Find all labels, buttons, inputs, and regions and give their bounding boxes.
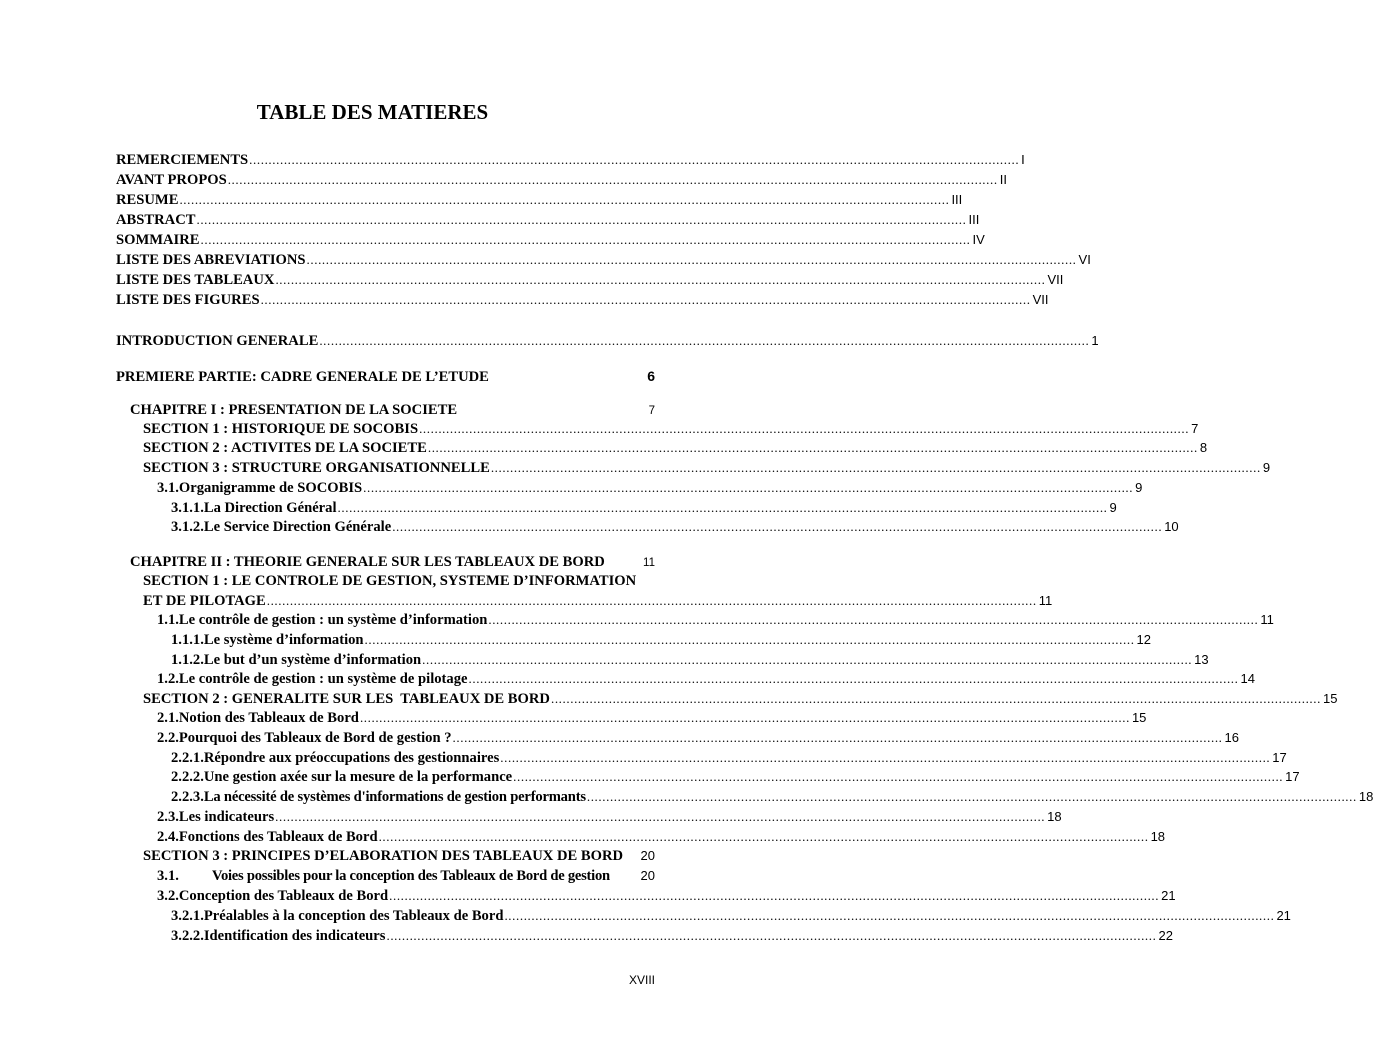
- toc-entry-label: Une gestion axée sur la mesure de la performance: [203, 769, 513, 785]
- toc-entry-subsection[interactable]: [157, 866, 655, 886]
- toc-entry-section[interactable]: [143, 571, 655, 591]
- toc-entry-subsection[interactable]: [157, 478, 1143, 498]
- dot-leader: ........................................................................................................................................................................................................: [337, 500, 1108, 515]
- toc-entry-label: PREMIERE PARTIE: CADRE GENERALE DE L’ETUDE: [116, 369, 489, 385]
- toc-entry-page: 9: [1135, 480, 1143, 495]
- toc-entry-label: ABSTRACT: [116, 212, 196, 228]
- toc-entry-number: 2.2.1.: [171, 750, 204, 766]
- toc-entry-page: 17: [1285, 769, 1300, 784]
- toc-entry-label: SECTION 3 : STRUCTURE ORGANISATIONNELLE: [143, 460, 490, 476]
- toc-entry-number: 3.2.2.: [171, 928, 204, 944]
- toc-entry-page: 8: [1199, 440, 1208, 455]
- toc-entry-number: 3.2.1.: [171, 908, 204, 924]
- toc-entry-label: Organigramme de SOCOBIS: [178, 480, 363, 496]
- toc-entry-number: 1.1.1.: [171, 632, 204, 648]
- toc-entry-page: 22: [1158, 928, 1173, 943]
- toc-entry-label: SECTION 1 : HISTORIQUE DE SOCOBIS: [143, 421, 419, 437]
- toc-entry-label: AVANT PROPOS: [116, 172, 227, 188]
- dot-leader: ........................................................................................................................................................................................................: [200, 232, 971, 247]
- toc-entry-label: SOMMAIRE: [116, 232, 200, 248]
- toc-entry-number: 1.1.2.: [171, 652, 204, 668]
- toc-entry-page: 20: [640, 868, 655, 883]
- toc-entry-chapitre-2[interactable]: [130, 552, 655, 572]
- toc-entry-section-continued[interactable]: [143, 591, 1053, 611]
- dot-leader: ........................................................................................................................................................................................................: [392, 519, 1163, 534]
- dot-leader: ........................................................................................................................................................................................................: [275, 809, 1046, 824]
- toc-entry-section[interactable]: [143, 438, 1208, 458]
- dot-leader: ........................................................................................................................................................................................................: [260, 292, 1031, 307]
- dot-leader: ........................................................................................................................................................................................................: [266, 593, 1037, 608]
- dot-leader: ........................................................................................................................................................................................................: [196, 212, 967, 227]
- toc-entry-label: Préalables à la conception des Tableaux de Bord: [203, 908, 504, 924]
- dot-leader: ........................................................................................................................................................................................................: [179, 192, 950, 207]
- dot-leader: ........................................................................................................................................................................................................: [378, 829, 1149, 844]
- toc-entry-subsubsection[interactable]: [171, 748, 1287, 768]
- toc-entry-subsubsection[interactable]: [171, 767, 1300, 787]
- toc-entry-premiere-partie[interactable]: [116, 366, 655, 386]
- toc-entry-page: 9: [1109, 500, 1117, 515]
- toc-entry-label: INTRODUCTION GENERALE: [116, 333, 319, 349]
- toc-entry-label: Répondre aux préoccupations des gestionnaires: [203, 750, 500, 766]
- toc-entry-page: 13: [1194, 652, 1209, 667]
- toc-entry-label: CHAPITRE II : THEORIE GENERALE SUR LES TABLEAUX DE BORD: [130, 554, 605, 570]
- toc-entry-subsection[interactable]: [157, 807, 1062, 827]
- toc-entry-label: Le contrôle de gestion : un système de pilotage: [178, 671, 468, 687]
- toc-entry-page: II: [999, 172, 1007, 187]
- toc-entry-page: 15: [1131, 710, 1147, 725]
- toc-entry-label: LISTE DES TABLEAUX: [116, 272, 275, 288]
- toc-entry-page: 11: [1038, 593, 1053, 608]
- toc-entry-subsection[interactable]: [157, 886, 1176, 906]
- toc-entry-label: SECTION 3 : PRINCIPES D’ELABORATION DES TABLEAUX DE BORD: [143, 848, 624, 864]
- toc-entry-page: 12: [1136, 632, 1152, 647]
- toc-entry-subsubsection[interactable]: [171, 498, 1117, 518]
- dot-leader: ........................................................................................................................................................................................................: [319, 333, 1090, 348]
- toc-entry-label: Le contrôle de gestion : un système d’information: [178, 612, 488, 628]
- toc-entry-label: Voies possibles pour la conception des Tableaux de Bord de gestion: [212, 868, 610, 884]
- toc-entry-label: LISTE DES ABREVIATIONS: [116, 252, 306, 268]
- toc-entry-section[interactable]: [143, 458, 1271, 478]
- page-number: XVIII: [628, 973, 655, 987]
- dot-leader: ........................................................................................................................................................................................................: [419, 421, 1190, 436]
- toc-entry-section[interactable]: [143, 689, 1338, 709]
- toc-entry-label: REMERCIEMENTS: [116, 152, 249, 168]
- toc-entry-page: VII: [1047, 272, 1064, 287]
- toc-entry-page: 7: [1191, 421, 1199, 436]
- toc-entry-page: 7: [648, 405, 655, 417]
- toc-entry-number: 2.3.: [157, 809, 179, 825]
- toc-entry-subsubsection[interactable]: [171, 630, 1152, 650]
- toc-entry-subsection[interactable]: [157, 708, 1147, 728]
- page-title: TABLE DES MATIERES: [256, 100, 489, 124]
- toc-entry-page: 21: [1276, 908, 1291, 923]
- toc-entry-sommaire[interactable]: [116, 230, 985, 250]
- toc-entry-avant-propos[interactable]: [116, 170, 1007, 190]
- toc-entry-label: Notion des Tableaux de Bord: [178, 710, 359, 726]
- toc-entry-page: VI: [1078, 252, 1091, 267]
- toc-entry-subsection[interactable]: [157, 610, 1274, 630]
- toc-entry-subsection[interactable]: [157, 669, 1255, 689]
- toc-entry-page: 11: [643, 557, 655, 569]
- dot-leader: ........................................................................................................................................................................................................: [422, 652, 1193, 667]
- dot-leader: ........................................................................................................................................................................................................: [363, 480, 1134, 495]
- toc-entry-number: 3.1.1.: [171, 500, 204, 516]
- toc-entry-label: Pourquoi des Tableaux de Bord de gestion ?: [178, 730, 452, 746]
- toc-entry-tableaux[interactable]: [116, 270, 1064, 290]
- toc-entry-number: 2.1.: [157, 710, 179, 726]
- toc-entry-section[interactable]: [143, 419, 1199, 439]
- dot-leader: ........................................................................................................................................................................................................: [490, 460, 1261, 475]
- toc-entry-page: 16: [1224, 730, 1239, 745]
- toc-entry-page: 18: [1150, 829, 1166, 844]
- toc-entry-section[interactable]: [143, 846, 655, 866]
- toc-entry-number: 3.1.: [157, 868, 179, 884]
- toc-entry-subsection[interactable]: [157, 728, 1239, 748]
- toc-entry-label: ET DE PILOTAGE: [143, 593, 266, 609]
- toc-entry-page: 15: [1322, 691, 1338, 706]
- toc-entry-page: 1: [1091, 333, 1099, 348]
- toc-entry-page: III: [968, 212, 980, 227]
- dot-leader: ........................................................................................................................................................................................................: [488, 612, 1259, 627]
- dot-leader: ........................................................................................................................................................................................................: [364, 632, 1135, 647]
- toc-entry-label: SECTION 1 : LE CONTROLE DE GESTION, SYSTEME D’INFORMATION: [143, 573, 637, 589]
- toc-entry-number: 3.2.: [157, 888, 179, 904]
- toc-entry-subsubsection[interactable]: [171, 650, 1209, 670]
- toc-entry-page: 17: [1272, 750, 1287, 765]
- toc-entry-page: 10: [1164, 519, 1179, 534]
- toc-entry-figures[interactable]: [116, 290, 1049, 310]
- toc-entry-page: I: [1021, 152, 1025, 167]
- dot-leader: ........................................................................................................................................................................................................: [389, 888, 1160, 903]
- dot-leader: ........................................................................................................................................................................................................: [249, 152, 1020, 167]
- toc-entry-abreviations[interactable]: [116, 250, 1091, 270]
- toc-entry-page: 14: [1240, 671, 1255, 686]
- toc-entry-number: 3.1.2.: [171, 519, 204, 535]
- toc-entry-number: 2.4.: [157, 829, 179, 845]
- toc-entry-label: Conception des Tableaux de Bord: [178, 888, 389, 904]
- dot-leader: ........................................................................................................................................................................................................: [306, 252, 1077, 267]
- dot-leader: ........................................................................................................................................................................................................: [452, 730, 1223, 745]
- dot-leader: ........................................................................................................................................................................................................: [359, 710, 1130, 725]
- toc-entry-page: 20: [640, 848, 655, 863]
- toc-entry-subsubsection[interactable]: [171, 787, 1373, 807]
- toc-entry-page: IV: [972, 232, 985, 247]
- toc-entry-label: Identification des indicateurs: [203, 928, 386, 944]
- toc-entry-introduction[interactable]: [116, 331, 1099, 351]
- toc-entry-number: 1.1.: [157, 612, 179, 628]
- toc-entry-chapitre-1[interactable]: [130, 400, 655, 420]
- toc-entry-page: 9: [1262, 460, 1271, 475]
- toc-entry-resume[interactable]: [116, 190, 963, 210]
- dot-leader: ........................................................................................................................................................................................................: [550, 691, 1321, 706]
- dot-leader: ........................................................................................................................................................................................................: [427, 440, 1198, 455]
- toc-entry-remerciements[interactable]: [116, 150, 1025, 170]
- toc-entry-label: Le système d’information: [203, 632, 364, 648]
- dot-leader: ........................................................................................................................................................................................................: [227, 172, 998, 187]
- dot-leader: ........................................................................................................................................................................................................: [468, 671, 1239, 686]
- dot-leader: ........................................................................................................................................................................................................: [504, 908, 1275, 923]
- toc-entry-number: 2.2.: [157, 730, 179, 746]
- toc-entry-page: 21: [1161, 888, 1176, 903]
- toc-entry-page: VII: [1032, 292, 1049, 307]
- toc-entry-label: La Direction Général: [203, 500, 337, 516]
- dot-leader: ........................................................................................................................................................................................................: [586, 789, 1357, 804]
- dot-leader: ........................................................................................................................................................................................................: [275, 272, 1046, 287]
- toc-entry-page: 6: [647, 368, 655, 384]
- toc-entry-page: 18: [1358, 789, 1373, 804]
- toc-entry-subsubsection[interactable]: [171, 926, 1173, 946]
- toc-entry-page: III: [951, 192, 963, 207]
- dot-leader: ........................................................................................................................................................................................................: [500, 750, 1271, 765]
- toc-entry-page: 11: [1260, 612, 1274, 627]
- toc-entry-subsubsection[interactable]: [171, 906, 1291, 926]
- toc-entry-label: La nécessité de systèmes d'informations de gestion performants: [203, 789, 586, 805]
- toc-entry-label: SECTION 2 : GENERALITE SUR LES TABLEAUX DE BORD: [143, 691, 550, 707]
- toc-entry-subsubsection[interactable]: [171, 517, 1179, 537]
- dot-leader: ........................................................................................................................................................................................................: [386, 928, 1157, 943]
- toc-entry-number: 2.2.2.: [171, 769, 204, 785]
- toc-entry-subsection[interactable]: [157, 827, 1166, 847]
- toc-entry-label: Fonctions des Tableaux de Bord: [178, 829, 378, 845]
- toc-entry-label: LISTE DES FIGURES: [116, 292, 260, 308]
- toc-entry-abstract[interactable]: [116, 210, 980, 230]
- toc-entry-label: SECTION 2 : ACTIVITES DE LA SOCIETE: [143, 440, 427, 456]
- toc-entry-page: 18: [1047, 809, 1062, 824]
- toc-entry-number: 1.2.: [157, 671, 179, 687]
- toc-entry-label: RESUME: [116, 192, 179, 208]
- dot-leader: ........................................................................................................................................................................................................: [513, 769, 1284, 784]
- toc-entry-label: Le Service Direction Générale: [203, 519, 392, 535]
- toc-entry-label: Le but d’un système d’information: [203, 652, 422, 668]
- toc-entry-label: Les indicateurs: [178, 809, 275, 825]
- toc-entry-number: 3.1.: [157, 480, 179, 496]
- toc-entry-number: 2.2.3.: [171, 789, 204, 805]
- toc-entry-label: CHAPITRE I : PRESENTATION DE LA SOCIETE: [130, 402, 458, 418]
